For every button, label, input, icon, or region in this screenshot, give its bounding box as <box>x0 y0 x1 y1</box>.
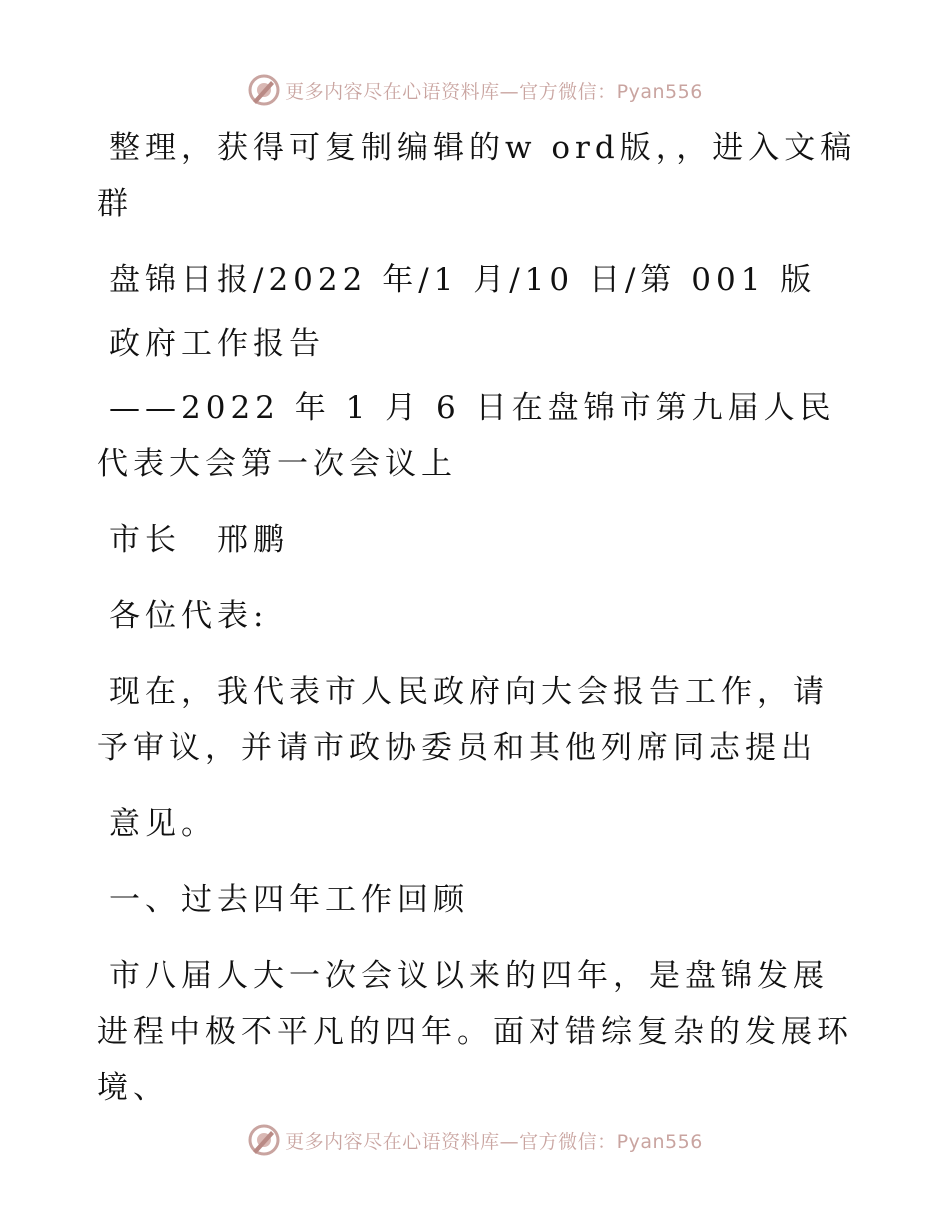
document-body <box>97 120 857 1116</box>
paragraph-opening: 现在，我代表市人民政府向大会报告工作，请予审议，并请市政协委员和其他列席同志提出 <box>97 674 829 766</box>
watermark-text: 更多内容尽在心语资料库—官方微信：Pyan556 <box>285 1130 703 1153</box>
pen-seal-logo-icon <box>247 1123 281 1157</box>
watermark-header <box>0 70 950 110</box>
paragraph-greeting: 各位代表: <box>109 598 269 634</box>
paragraph-intro: 整理，获得可复制编辑的w ord版，，进入文稿群 <box>97 130 857 222</box>
paragraph-review: 市八届人大一次会议以来的四年，是盘锦发展进程中极不平凡的四年。面对错综复杂的发展环境、 <box>97 958 853 1106</box>
pen-seal-logo-icon <box>247 73 281 107</box>
paragraph-subtitle: ——2022 年 1 月 6 日在盘锦市第九届人民代表大会第一次会议上 <box>97 390 836 482</box>
paragraph-source: 盘锦日报/2022 年/1 月/10 日/第 001 版 <box>109 262 817 298</box>
paragraph-title: 政府工作报告 <box>109 326 325 362</box>
watermark-text: 更多内容尽在心语资料库—官方微信：Pyan556 <box>285 80 703 103</box>
section-heading: 一、过去四年工作回顾 <box>109 882 469 918</box>
paragraph-speaker: 市长 邢鹏 <box>109 522 289 558</box>
paragraph-opinion: 意见。 <box>109 806 217 842</box>
watermark-footer <box>0 1120 950 1160</box>
